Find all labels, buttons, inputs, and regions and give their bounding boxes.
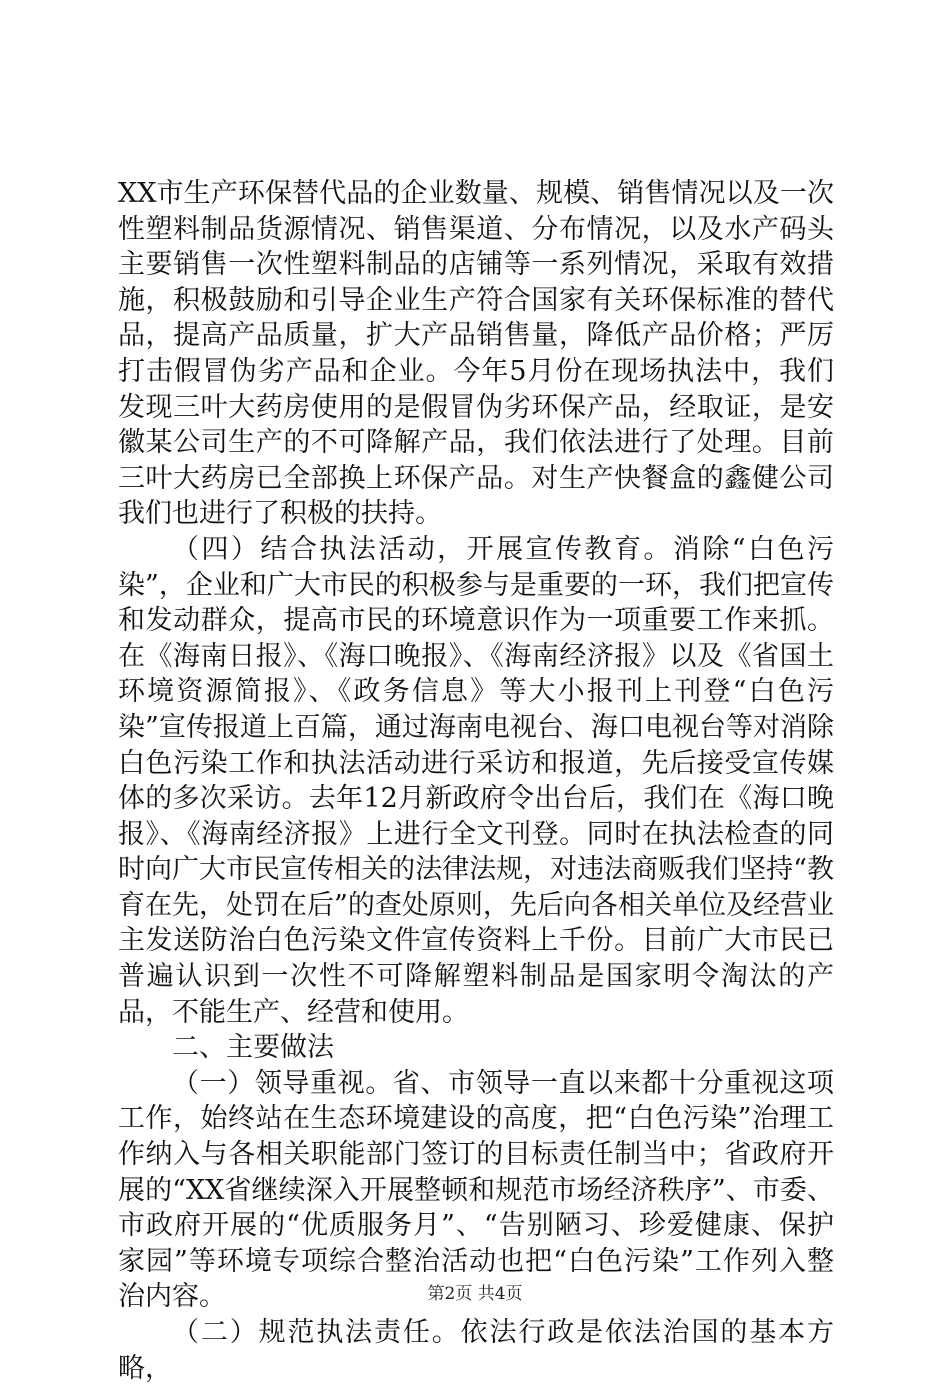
document-body <box>118 176 834 1386</box>
paragraph-section-four: （四）结合执法活动，开展宣传教育。消除“白色污染”，企业和广大市民的积极参与是重要的一环，我们把宣传和发动群众，提高市民的环境意识作为一项重要工作来抓。在《海南日报》、《海口晚报》、《海南经济报》以及《省国土环境资源简报》、《政务信息》等大小报刊上刊登“白色污染”宣传报道上百篇，通过海南电视台、海口电视台等对消除白色污染工作和执法活动进行采访和报道，先后接受宣传媒体的多次采访。去年12月新政府令出台后，我们在《海口晚报》、《海南经济报》上进行全文刊登。同时在执法检查的同时向广大市民宣传相关的法律法规，对违法商贩我们坚持“教育在先，处罚在后”的查处原则，先后向各相关单位及经营业主发送防治白色污染文件宣传资料上千份。目前广大市民已普遍认识到一次性不可降解塑料制品是国家明令淘汰的产品，不能生产、经营和使用。 <box>118 533 834 1028</box>
paragraph-continuation: XX市生产环保替代品的企业数量、规模、销售情况以及一次性塑料制品货源情况、销售渠道、分布情况，以及水产码头主要销售一次性塑料制品的店铺等一系列情况，采取有效措施，积极鼓励和引导企业生产符合国家有关环保标准的替代品，提高产品质量，扩大产品销售量，降低产品价格；严厉打击假冒伪劣产品和企业。今年5月份在现场执法中，我们发现三叶大药房使用的是假冒伪劣环保产品，经取证，是安徽某公司生产的不可降解产品，我们依法进行了处理。目前三叶大药房已全部换上环保产品。对生产快餐盒的鑫健公司我们也进行了积极的扶持。 <box>118 178 834 530</box>
section-heading-main-practices: 二、主要做法 <box>172 1032 334 1064</box>
paragraph-enforcement: （二）规范执法责任。依法行政是依法治国的基本方略， <box>118 1317 834 1384</box>
page-number-footer: 第2页 共4页 <box>427 1284 523 1304</box>
paragraph-leadership: （一）领导重视。省、市领导一直以来都十分重视这项工作，始终站在生态环境建设的高度，把“白色污染”治理工作纳入与各相关职能部门签订的目标责任制当中；省政府开展的“XX省继续深入开展整顿和规范市场经济秩序”、市委、市政府开展的“优质服务月”、“告别陋习、珍爱健康、保护家园”等环境专项综合整治活动也把“白色污染”工作列入整治内容。 <box>118 1067 834 1313</box>
